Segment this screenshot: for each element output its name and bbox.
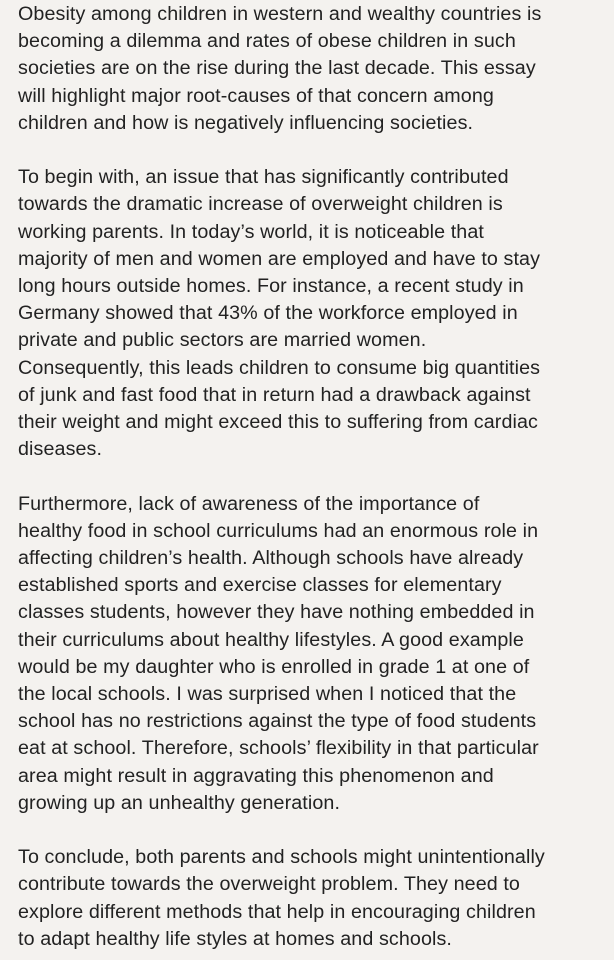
text-line: long hours outside homes. For instance, a recent study in — [18, 275, 524, 298]
text-line: majority of men and women are employed and have to stay — [18, 247, 541, 270]
text-line: school has no restrictions against the type of food students — [18, 710, 537, 733]
text-line: healthy food in school curriculums had an enormous role in — [18, 519, 539, 542]
text-line: societies are on the rise during the last decade. This essay — [18, 57, 536, 80]
text-line: growing up an unhealthy generation. — [18, 791, 341, 814]
text-line: their curriculums about healthy lifestyles. A good example — [18, 628, 524, 651]
text-line: explore different methods that help in encouraging children — [18, 900, 536, 923]
paragraph-conclusion — [18, 844, 614, 953]
text-line: To conclude, both parents and schools might unintentionally — [18, 846, 545, 869]
text-line: of junk and fast food that in return had a drawback against — [18, 383, 531, 406]
text-line: established sports and exercise classes for elementary — [18, 574, 502, 597]
paragraph-working-parents — [18, 164, 614, 463]
text-line: to adapt healthy life styles at homes and schools. — [18, 927, 453, 950]
text-line: working parents. In today’s world, it is noticeable that — [18, 220, 484, 243]
paragraph-introduction — [18, 1, 614, 137]
text-line: becoming a dilemma and rates of obese children in such — [18, 30, 516, 53]
text-line: contribute towards the overweight problem. They need to — [18, 873, 520, 896]
text-line: Obesity among children in western and wealthy countries is — [18, 3, 542, 25]
text-line: diseases. — [18, 438, 103, 461]
text-line: children and how is negatively influencing societies. — [18, 111, 474, 134]
text-line: affecting children’s health. Although schools have already — [18, 547, 524, 570]
paragraph-school-curriculums — [18, 491, 614, 817]
text-line: Furthermore, lack of awareness of the importance of — [18, 492, 480, 515]
text-line: towards the dramatic increase of overweight children is — [18, 193, 503, 216]
text-line: the local schools. I was surprised when I noticed that the — [18, 683, 517, 706]
text-line: area might result in aggravating this phenomenon and — [18, 764, 494, 787]
text-line: Germany showed that 43% of the workforce employed in — [18, 302, 518, 325]
text-line: Consequently, this leads children to consume big quantities — [18, 356, 541, 379]
text-line: eat at school. Therefore, schools’ flexibility in that particular — [18, 737, 539, 760]
text-line: would be my daughter who is enrolled in grade 1 at one of — [18, 655, 530, 678]
text-line: their weight and might exceed this to suffering from cardiac — [18, 411, 538, 434]
text-line: will highlight major root-causes of that concern among — [18, 84, 494, 107]
text-line: classes students, however they have nothing embedded in — [18, 601, 535, 624]
text-line: private and public sectors are married women. — [18, 329, 427, 352]
text-line: To begin with, an issue that has significantly contributed — [18, 166, 509, 189]
